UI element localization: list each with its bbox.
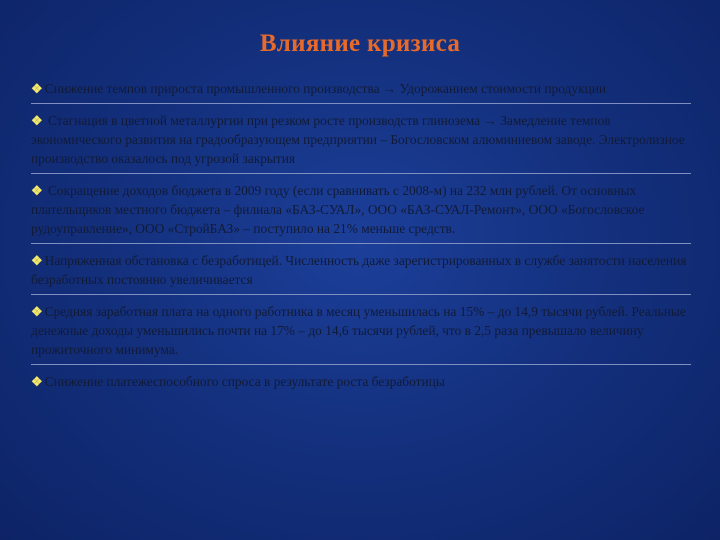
diamond-bullet-icon: ❖ bbox=[31, 113, 43, 128]
bullet-item bbox=[31, 250, 691, 295]
bullet-text: Снижение темпов прироста промышленного производства → Удорожанием стоимости продукции bbox=[44, 81, 607, 96]
diamond-bullet-icon: ❖ bbox=[31, 304, 43, 319]
bullet-text: Средняя заработная плата на одного работника в месяц уменьшилась на 15% – до 14,9 тысячи рублей. Реальные денежные доходы уменьшились почти на 17% – до 14,6 тысячи рублей, что в 2,5 раза превышало величину прожиточного минимума. bbox=[31, 304, 686, 357]
bullet-item bbox=[31, 180, 691, 244]
slide-title: Влияние кризиса bbox=[259, 30, 461, 57]
bullet-text: Снижение платежеспособного спроса в результате роста безработицы bbox=[44, 374, 445, 389]
bullet-item bbox=[31, 78, 691, 104]
bullet-text: Стагнация в цветной металлургии при резком росте производств глинозема → Замедление темпов экономического развития на градообразующем предприятии – Богословском алюминиевом заводе. Электролизное производство оказалось под угрозой закрытия bbox=[31, 113, 685, 166]
bullet-item bbox=[31, 301, 691, 365]
diamond-bullet-icon: ❖ bbox=[31, 183, 43, 198]
bullet-list bbox=[31, 78, 691, 402]
bullet-item bbox=[31, 110, 691, 174]
diamond-bullet-icon: ❖ bbox=[31, 81, 43, 96]
bullet-text: Напряженная обстановка с безработицей. Численность даже зарегистрированных в службе занятости населения безработных постоянно увеличивается bbox=[31, 253, 687, 287]
diamond-bullet-icon: ❖ bbox=[31, 253, 43, 268]
bullet-text: Сокращение доходов бюджета в 2009 году (если сравнивать с 2008-м) на 232 млн рублей. От основных плательщиков местного бюджета – филиала «БАЗ-СУАЛ», ООО «БАЗ-СУАЛ-Ремонт», ООО «Богословское рудоуправление», ООО «СтройБАЗ» – поступило на 21% меньше средств. bbox=[31, 183, 645, 236]
bullet-item bbox=[31, 371, 691, 396]
diamond-bullet-icon: ❖ bbox=[31, 374, 43, 389]
